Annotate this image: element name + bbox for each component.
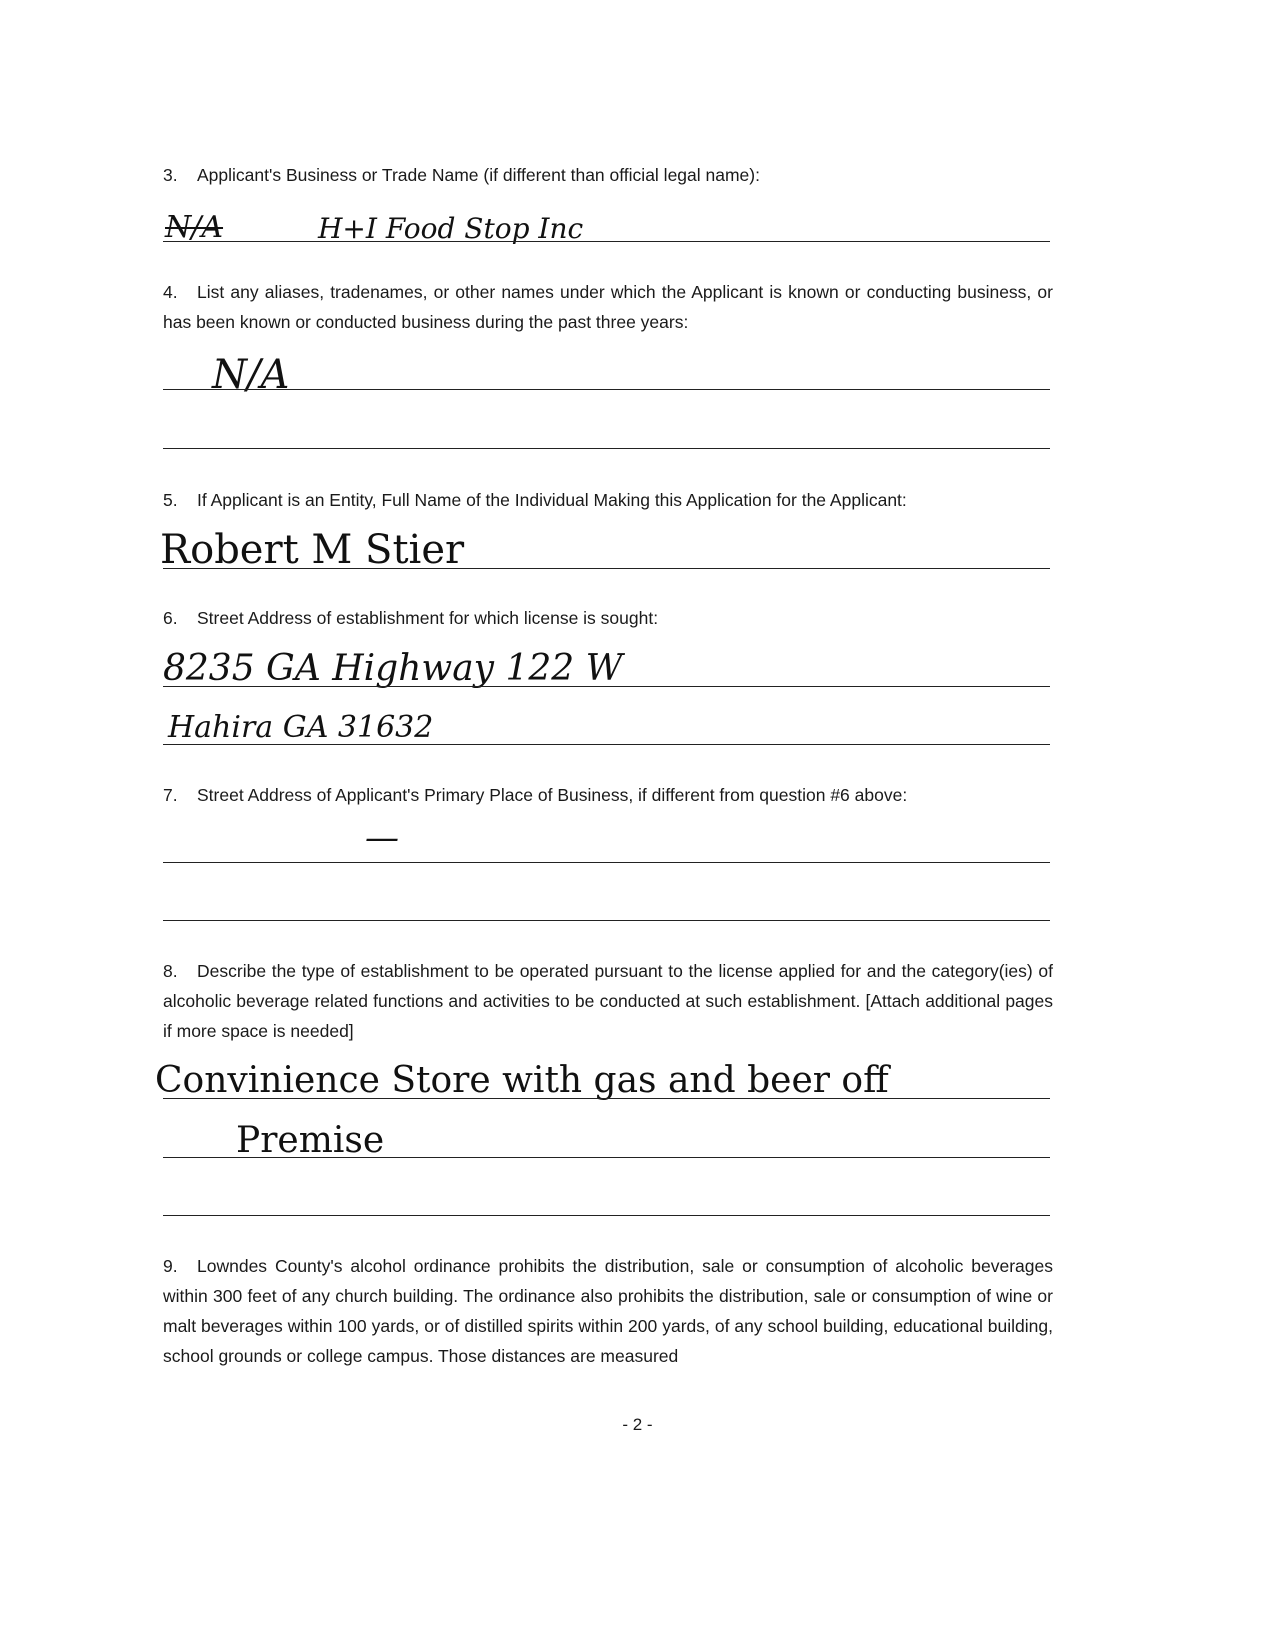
answer-3: H+I Food Stop Inc [318,212,584,245]
answer-6-line2: Hahira GA 31632 [168,710,434,745]
answer-5: Robert M Stier [160,527,465,573]
answer-line [163,686,1050,687]
answer-4: N/A [212,352,290,398]
answer-line [163,920,1050,921]
answer-line [163,1098,1050,1099]
answer-line [163,1157,1050,1158]
question-3: 3. Applicant's Business or Trade Name (if different than official legal name): [163,165,760,185]
answer-line [163,862,1050,863]
question-7: 7. Street Address of Applicant's Primary Place of Business, if different from question #6 above: [163,785,908,805]
page-number: - 2 - [622,1415,653,1434]
answer-line [163,744,1050,745]
answer-6-line1: 8235 GA Highway 122 W [163,648,623,689]
answer-7: — [365,818,399,858]
question-6: 6. Street Address of establishment for which license is sought: [163,608,659,628]
answer-line [163,389,1050,390]
answer-3-struck: N/A [165,210,224,245]
question-5: 5. If Applicant is an Entity, Full Name of the Individual Making this Application for the Applicant: [163,490,907,510]
answer-8-line2: Premise [236,1120,385,1161]
answer-8-line1: Convinience Store with gas and beer off [155,1060,889,1101]
question-4: 4. List any aliases, tradenames, or other names under which the Applicant is known or conducting business, or has been known or conducted business during the past three years: [163,282,1053,332]
answer-line [163,448,1050,449]
question-8: 8. Describe the type of establishment to be operated pursuant to the license applied for and the category(ies) of alcoholic beverage related functions and activities to be conducted at such establishment. [Attach additional pages if more space is needed] [163,961,1053,1041]
answer-line [163,1215,1050,1216]
question-9: 9. Lowndes County's alcohol ordinance prohibits the distribution, sale or consumption of alcoholic beverages within 300 feet of any church building. The ordinance also prohibits the distribution, sale or consumption of wine or malt beverages within 100 yards, or of distilled spirits within 200 yards, of any school building, educational building, school grounds or college campus. Those distances are measured [163,1256,1053,1366]
answer-line [163,568,1050,569]
answer-line [163,241,1050,242]
